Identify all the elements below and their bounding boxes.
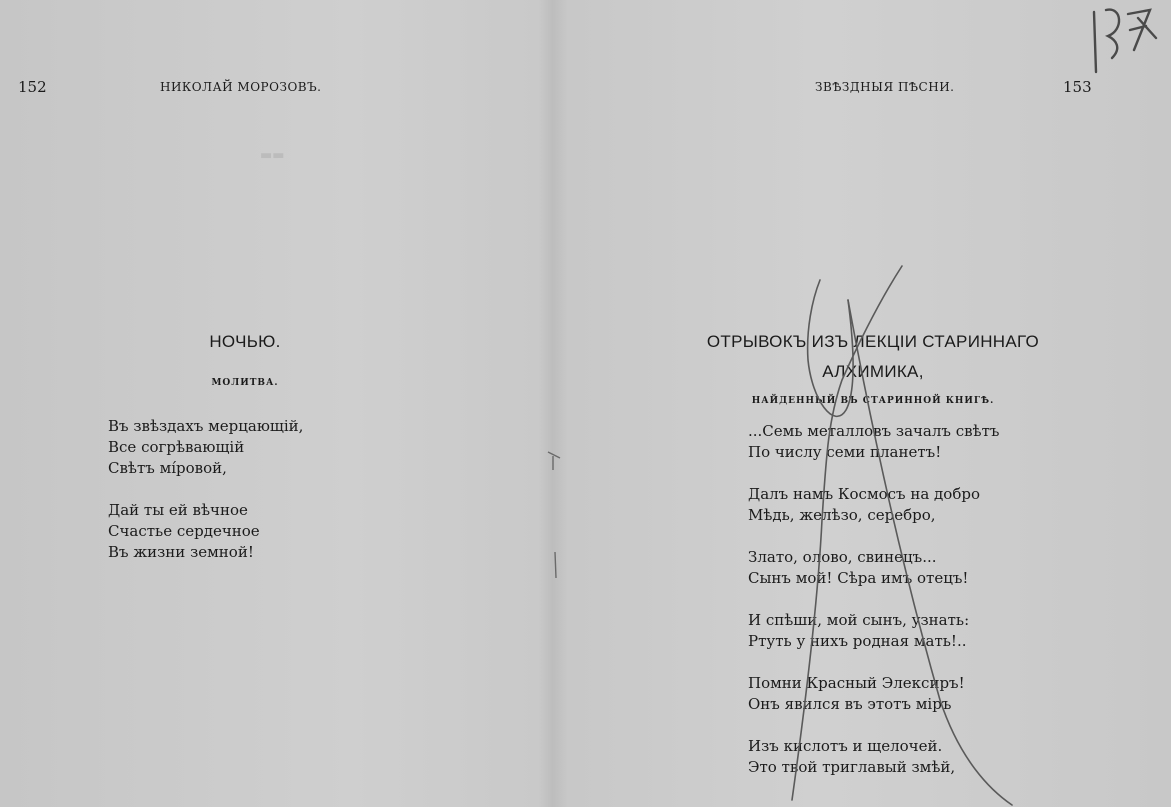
poem-line: Далъ намъ Космосъ на добро — [748, 485, 980, 503]
left-poem-title: НОЧЬЮ. — [209, 332, 281, 351]
poem-line: Ртуть у нихъ родная мать!.. — [748, 632, 967, 650]
stanza — [748, 547, 999, 589]
poem-line: И спѣши, мой сынъ, узнать: — [748, 611, 970, 629]
stanza — [748, 421, 999, 463]
poem-line: Онъ явился въ этотъ міръ — [748, 695, 952, 713]
right-poem-subtitle: НАЙДЕННЫЙ ВЪ СТАРИННОЙ КНИГѢ. — [751, 396, 995, 406]
bleed-through-text: ▬▬ — [260, 148, 285, 163]
stanza — [108, 500, 303, 563]
stanza — [748, 484, 999, 526]
poem-line: Изъ кислотъ и щелочей. — [748, 737, 943, 755]
poem-line: Мѣдь, желѣзо, серебро, — [748, 506, 936, 524]
poem-line: Дай ты ей вѣчное — [108, 501, 248, 519]
poem-line: Злато, олово, свинецъ... — [748, 548, 937, 566]
right-page-number: 153 — [1063, 78, 1092, 96]
right-poem-body — [748, 421, 999, 778]
stanza — [748, 673, 999, 715]
poem-line: По числу семи планетъ! — [748, 443, 942, 461]
stanza — [748, 610, 999, 652]
stanza — [108, 416, 303, 479]
poem-line: Помни Красный Элексиръ! — [748, 674, 965, 692]
poem-line: Въ жизни земной! — [108, 543, 254, 561]
left-page-number: 152 — [18, 78, 47, 96]
left-running-head: НИКОЛАЙ МОРОЗОВЪ. — [160, 80, 322, 94]
left-poem-subtitle: МОЛИТВА. — [211, 378, 279, 388]
poem-line: ...Семь металловъ зачалъ свѣтъ — [748, 422, 1000, 440]
stanza — [748, 736, 999, 778]
right-page — [553, 0, 1171, 807]
poem-line: Все согрѣвающій — [108, 438, 245, 456]
right-poem-title-line1: ОТРЫВОКЪ ИЗЪ ЛЕКЦІИ СТАРИННАГО — [706, 332, 1040, 351]
poem-line: Свѣтъ мíровой, — [108, 459, 227, 477]
poem-line: Это твой триглавый змѣй, — [748, 758, 956, 776]
poem-line: Счастье сердечное — [108, 522, 260, 540]
poem-line: Сынъ мой! Сѣра имъ отецъ! — [748, 569, 969, 587]
right-running-head: ЗВѢЗДНЫЯ ПѢСНИ. — [815, 80, 955, 94]
poem-line: Въ звѣздахъ мерцающій, — [108, 417, 304, 435]
left-page — [0, 0, 553, 807]
left-poem-body — [108, 416, 303, 584]
right-poem-title-line2: АЛХИМИКА, — [822, 362, 924, 381]
